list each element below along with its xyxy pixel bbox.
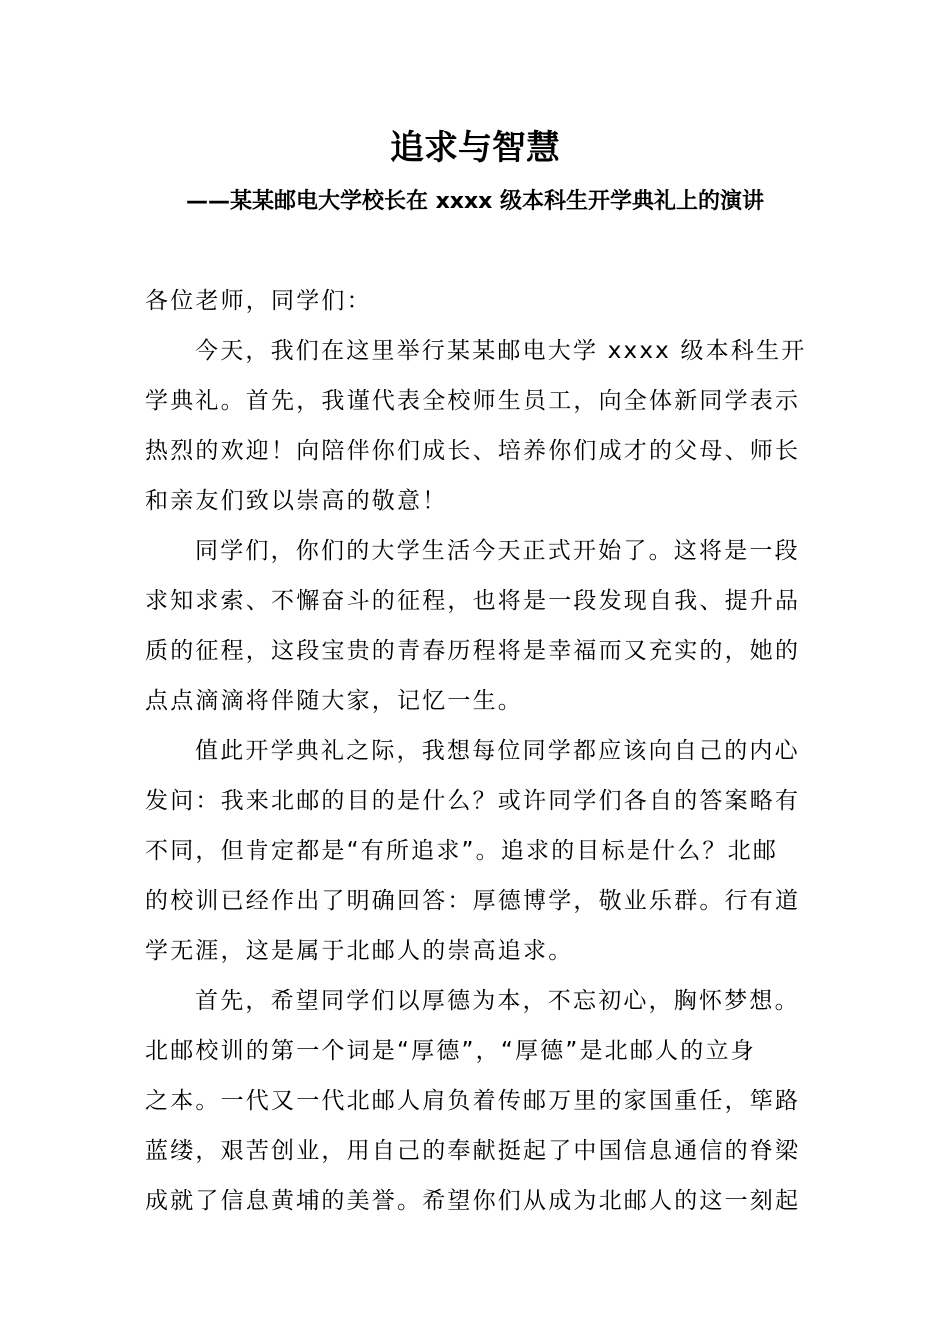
paragraph-line: 首先，希望同学们以厚德为本，不忘初心，胸怀梦想。: [195, 988, 800, 1014]
paragraph-line: 热烈的欢迎！向陪伴你们成长、培养你们成才的父母、师长: [145, 438, 801, 464]
paragraph-line: 值此开学典礼之际，我想每位同学都应该向自己的内心: [195, 738, 800, 764]
paragraph-line: 的校训已经作出了明确回答：厚德博学，敬业乐群。行有道: [145, 888, 801, 914]
paragraph-line: 北邮校训的第一个词是“厚德”，“厚德”是北邮人的立身: [145, 1038, 756, 1064]
paragraph-line: 质的征程，这段宝贵的青春历程将是幸福而又充实的，她的: [145, 638, 801, 664]
paragraph-line: 点点滴滴将伴随大家，记忆一生。: [145, 688, 523, 714]
paragraph-line: 今天，我们在这里举行某某邮电大学 xxxx 级本科生开: [195, 338, 807, 364]
speech-body: [145, 276, 809, 1226]
paragraph-line: 学典礼。首先，我谨代表全校师生员工，向全体新同学表示: [145, 388, 801, 414]
paragraph-line: 同学们，你们的大学生活今天正式开始了。这将是一段: [195, 538, 800, 564]
paragraph-line: 求知求索、不懈奋斗的征程，也将是一段发现自我、提升品: [145, 588, 801, 614]
paragraph-4: [145, 976, 809, 1226]
paragraph-3: [145, 726, 809, 976]
paragraph-1: [145, 326, 809, 526]
paragraph-2: [145, 526, 809, 726]
paragraph-line: 成就了信息黄埔的美誉。希望你们从成为北邮人的这一刻起: [145, 1188, 801, 1214]
paragraph-line: 学无涯，这是属于北邮人的崇高追求。: [145, 938, 574, 964]
salutation: 各位老师，同学们：: [145, 288, 372, 314]
paragraph-line: 之本。一代又一代北邮人肩负着传邮万里的家国重任，筚路: [145, 1088, 801, 1114]
paragraph-line: 发问：我来北邮的目的是什么？或许同学们各自的答案略有: [145, 788, 801, 814]
paragraph-line: 蓝缕，艰苦创业，用自己的奉献挺起了中国信息通信的脊梁: [145, 1138, 801, 1164]
document-subtitle: ——某某邮电大学校长在 xxxx 级本科生开学典礼上的演讲: [185, 189, 765, 214]
document-title: 追求与智慧: [390, 128, 560, 168]
paragraph-line: 和亲友们致以崇高的敬意！: [145, 488, 448, 514]
paragraph-line: 不同，但肯定都是“有所追求”。追求的目标是什么？北邮: [145, 838, 779, 864]
